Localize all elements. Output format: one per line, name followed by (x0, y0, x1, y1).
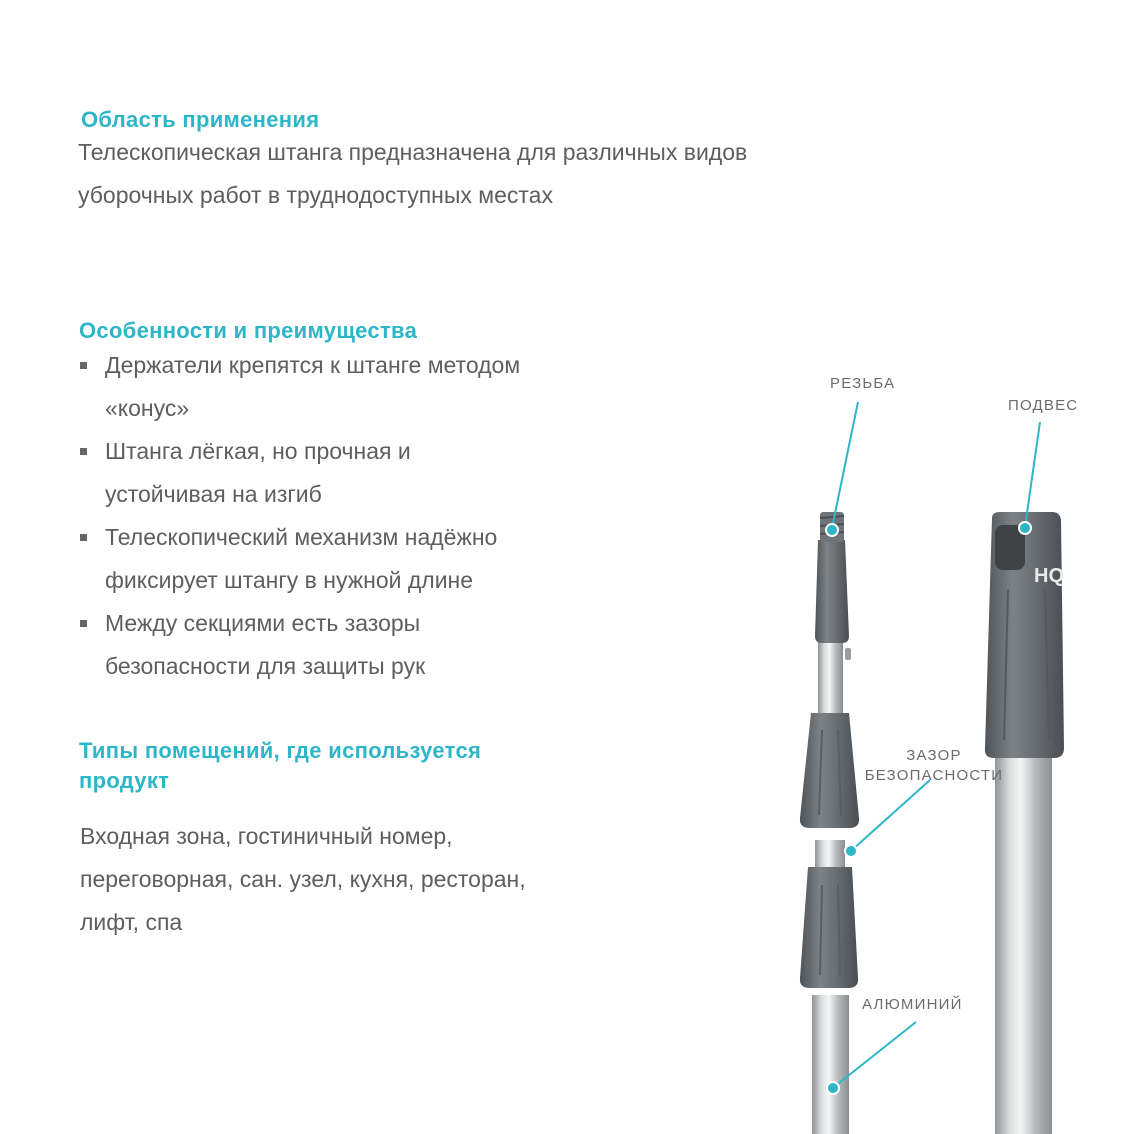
feature-line: безопасности для защиты рук (105, 653, 426, 679)
feature-line: Держатели крепятся к штанге методом (105, 352, 521, 378)
application-line-2: уборочных работ в труднодоступных местах (78, 182, 553, 208)
callout-gap-line-2: БЕЗОПАСНОСТИ (864, 767, 1004, 784)
telescopic-pole-right (985, 512, 1064, 1134)
feature-line: Штанга лёгкая, но прочная и (105, 438, 411, 464)
feature-line: Между секциями есть зазоры (105, 610, 421, 636)
logo-text: HQ (1034, 565, 1064, 587)
callout-thread-label: РЕЗЬБА (830, 375, 896, 392)
rooms-line-2: переговорная, сан. узел, кухня, ресторан, (80, 866, 526, 892)
telescopic-pole-left (800, 512, 859, 1134)
callout-hanger-label: ПОДВЕС (1008, 397, 1079, 414)
feature-line: Телескопический механизм надёжно (105, 524, 498, 550)
callout-dot-hanger (1019, 522, 1031, 534)
rooms-line-3: лифт, спа (80, 909, 183, 935)
rooms-heading-line-1: Типы помещений, где используется (79, 738, 482, 763)
callout-dot-gap (845, 845, 857, 857)
application-line-1: Телескопическая штанга предназначена для различных видов (78, 139, 748, 165)
feature-line: устойчивая на изгиб (105, 481, 322, 507)
callout-gap-line-1: ЗАЗОР (906, 747, 962, 764)
callout-dot-thread (826, 524, 838, 536)
application-heading: Область применения (81, 107, 320, 132)
callout-gap-label (859, 746, 1009, 786)
callout-dot-aluminum (827, 1082, 839, 1094)
features-heading: Особенности и преимущества (79, 318, 418, 343)
rooms-heading-line-2: продукт (79, 768, 170, 793)
feature-line: фиксирует штангу в нужной длине (105, 567, 474, 593)
feature-line: «конус» (105, 395, 190, 421)
rooms-line-1: Входная зона, гостиничный номер, (80, 823, 453, 849)
callout-aluminum-label: АЛЮМИНИЙ (862, 996, 963, 1013)
